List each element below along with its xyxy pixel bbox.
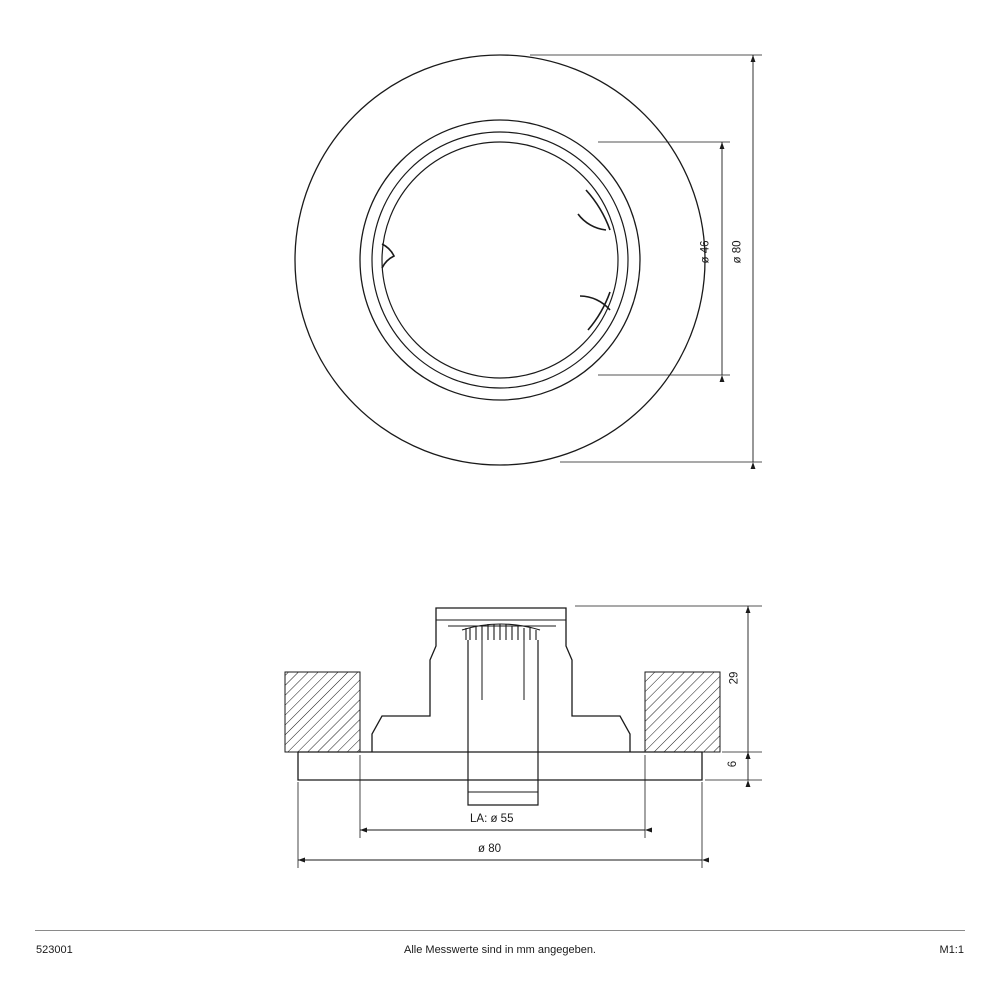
drawing-scale: M1:1 <box>939 944 964 956</box>
top-view-geometry <box>295 55 705 465</box>
dimension-label-overall-diameter: ø 80 <box>478 843 502 855</box>
title-block <box>0 930 1000 970</box>
measurement-note: Alle Messwerte sind in mm angegeben. <box>404 944 596 956</box>
footer-divider <box>35 930 965 931</box>
section-view-geometry <box>285 608 720 805</box>
dimension-label-inner-diameter: ø 46 <box>699 240 712 264</box>
dimension-label-outer-diameter: ø 80 <box>731 240 744 264</box>
dimension-label-flange-height: 6 <box>727 760 740 768</box>
dimension-label-body-height: 29 <box>728 671 741 685</box>
dimension-label-cutout-diameter: LA: ø 55 <box>470 813 514 825</box>
article-number: 523001 <box>36 944 73 956</box>
